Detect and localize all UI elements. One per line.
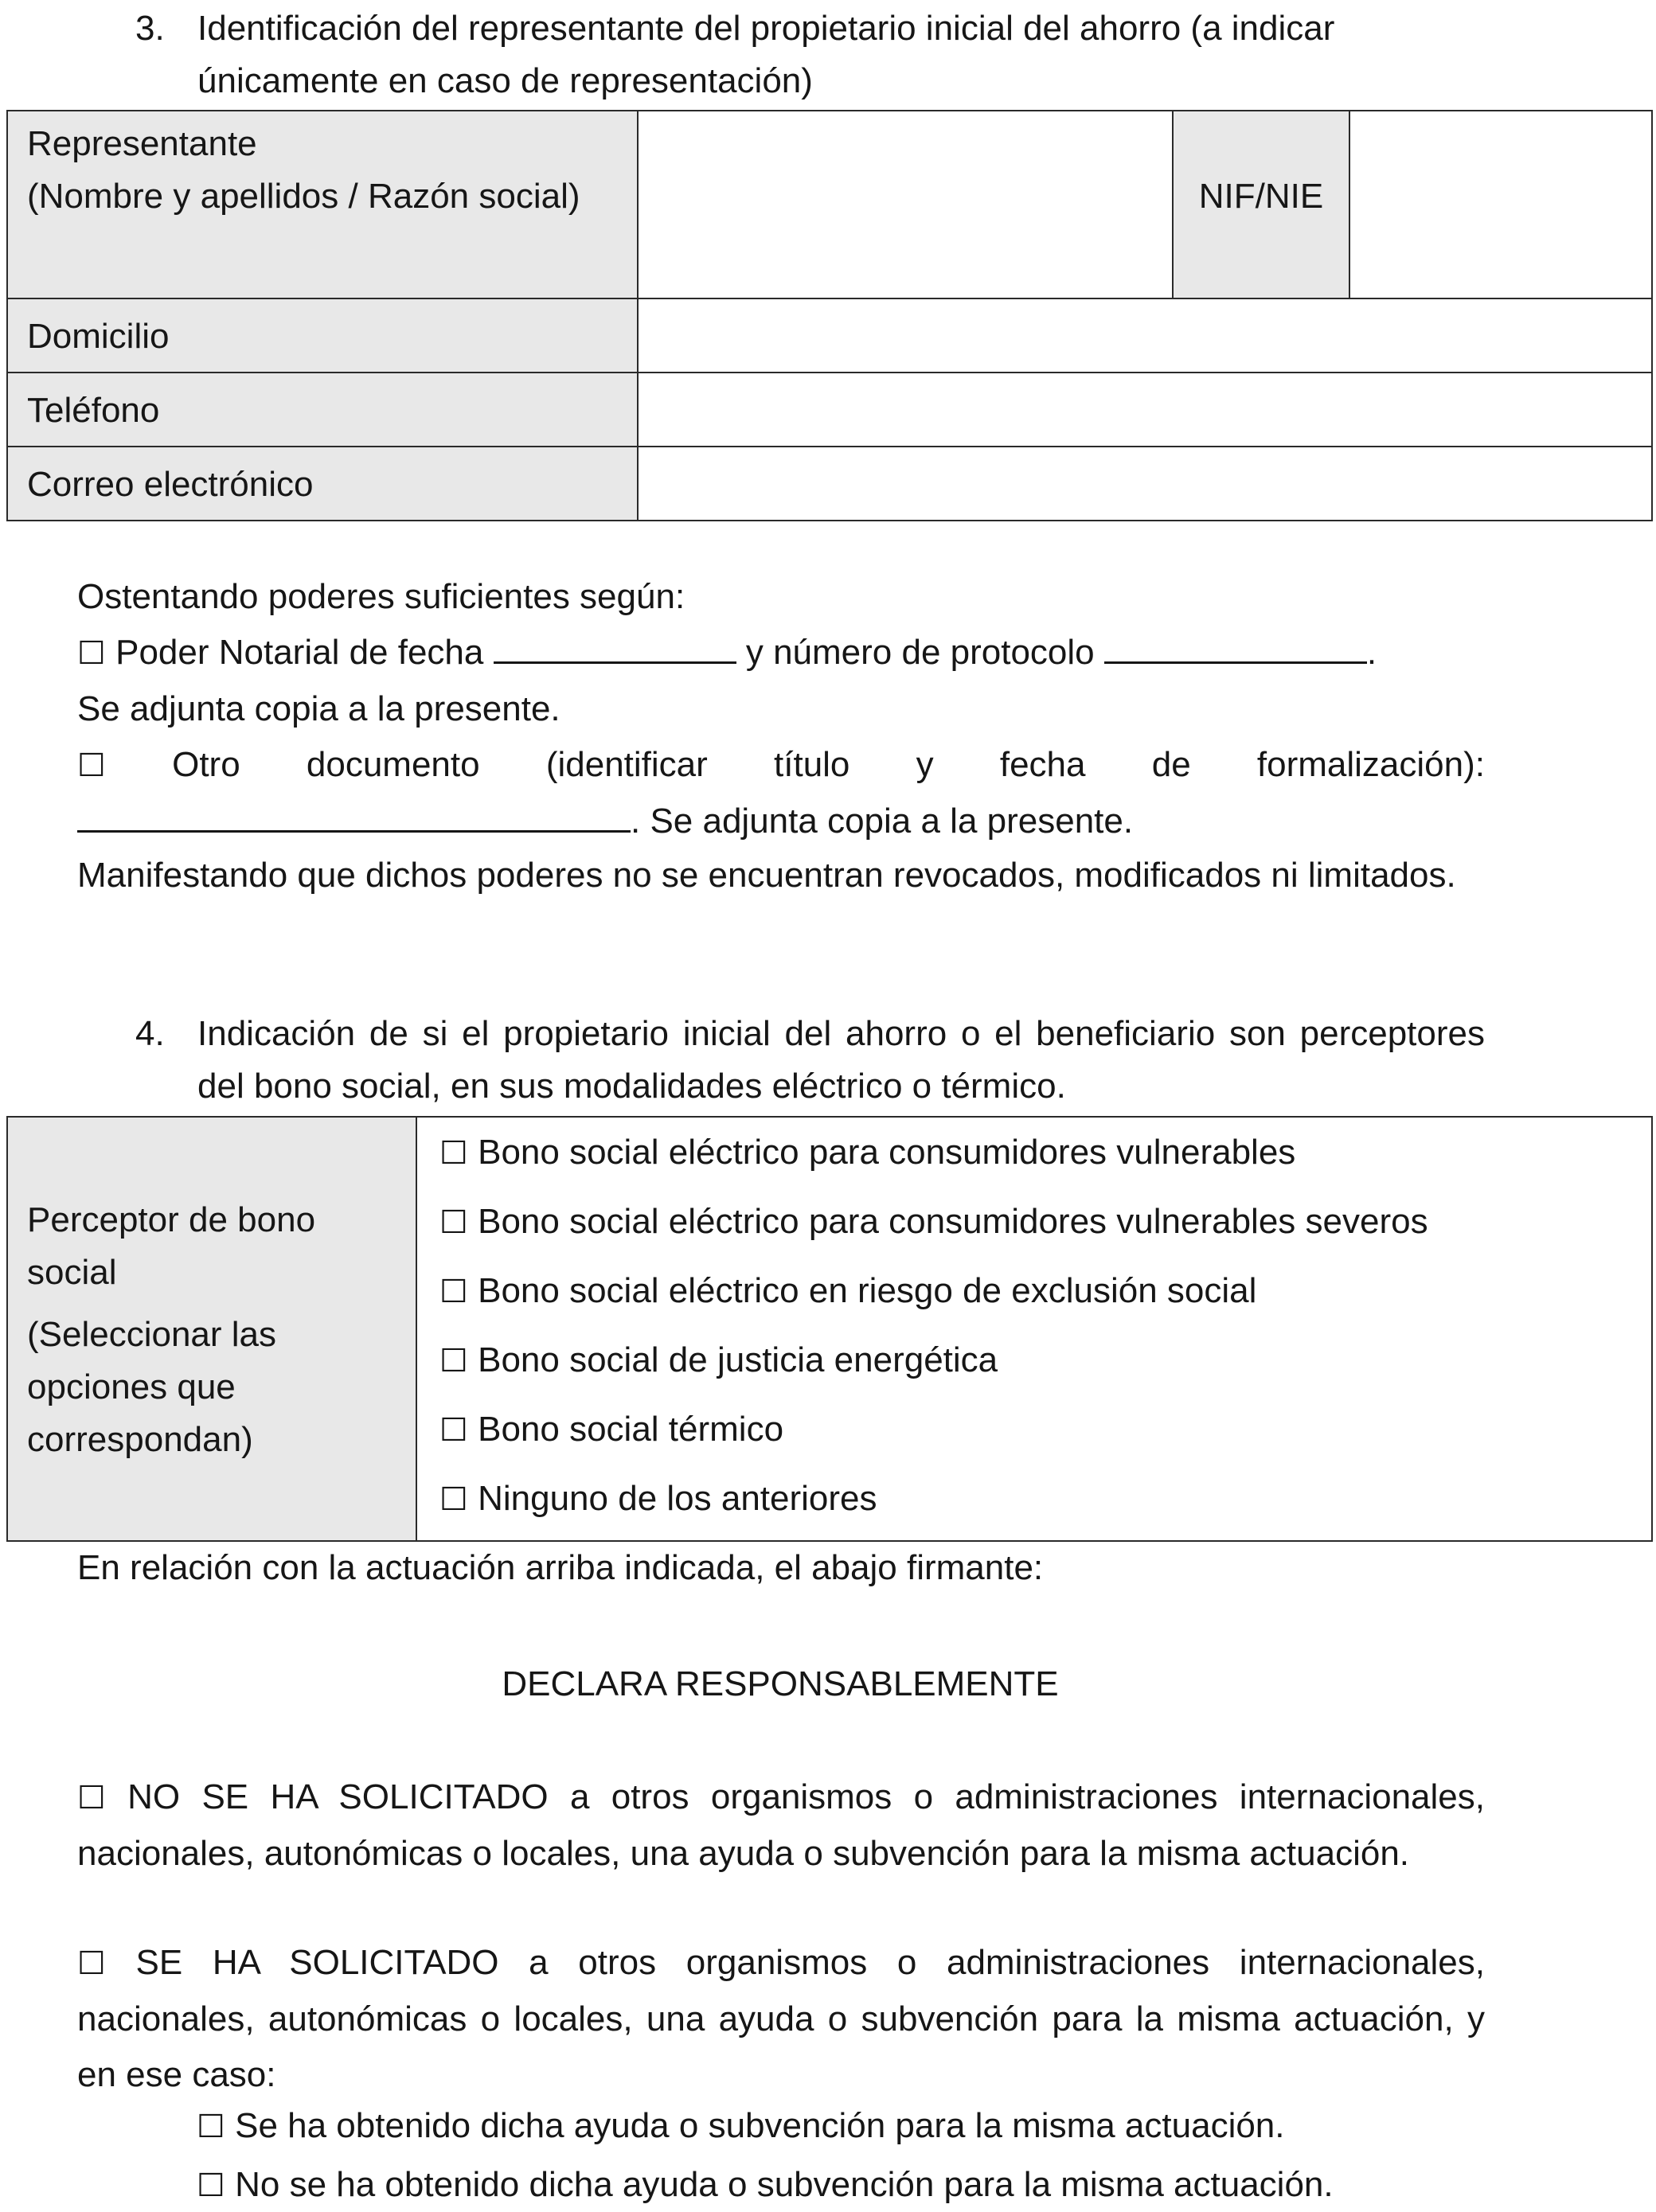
checkbox-icon[interactable]: ☐ bbox=[439, 1135, 468, 1172]
otro-documento-text: Otro documento (identificar título y fecha de formalización): bbox=[172, 745, 1485, 784]
poder-period: . bbox=[1366, 633, 1377, 672]
si-solicitado-paragraph bbox=[77, 1935, 1485, 2103]
bono-option[interactable]: ☐ Ninguno de los anteriores bbox=[439, 1479, 877, 1518]
no-solicitado-checkbox[interactable]: ☐ bbox=[77, 1780, 106, 1816]
section-title: Indicación de si el propietario inicial del ahorro o el beneficiario son perceptores del bono social, en sus modalidades eléctrico o térmico. bbox=[197, 1014, 1485, 1106]
domicilio-label: Domicilio bbox=[27, 316, 170, 356]
telefono-label-cell bbox=[7, 373, 638, 447]
telefono-input[interactable] bbox=[638, 373, 1652, 447]
poder-protocolo-text: y número de protocolo bbox=[745, 633, 1095, 672]
no-obtenido-text: No se ha obtenido dicha ayuda o subvención para la misma actuación. bbox=[235, 2165, 1334, 2204]
bono-social-table bbox=[6, 1116, 1653, 1542]
declaration-intro: En relación con la actuación arriba indicada, el abajo firmante: bbox=[77, 1548, 1044, 1587]
representante-input[interactable] bbox=[638, 111, 1173, 298]
manifest-text: Manifestando que dichos poderes no se encuentran revocados, modificados ni limitados. bbox=[77, 856, 1456, 895]
perceptor-label-cell bbox=[7, 1117, 416, 1541]
powers-block bbox=[77, 569, 1485, 902]
representante-sublabel: (Nombre y apellidos / Razón social) bbox=[27, 177, 580, 216]
obtenido-text: Se ha obtenido dicha ayuda o subvención para la misma actuación. bbox=[235, 2106, 1285, 2145]
checkbox-icon[interactable]: ☐ bbox=[439, 1274, 468, 1310]
poder-notarial-line bbox=[77, 625, 1485, 681]
checkbox-icon[interactable]: ☐ bbox=[439, 1481, 468, 1518]
otro-documento-line bbox=[77, 737, 1485, 794]
nif-label: NIF/NIE bbox=[1198, 177, 1324, 216]
perceptor-sublabel: (Seleccionar las opciones que correspondan) bbox=[27, 1314, 277, 1459]
poder-notarial-text: Poder Notarial de fecha bbox=[115, 633, 484, 672]
declaration-heading: DECLARA RESPONSABLEMENTE bbox=[502, 1664, 1059, 1703]
otro-attach-line bbox=[77, 794, 1485, 849]
nif-label-cell bbox=[1173, 111, 1349, 298]
section-4-heading bbox=[135, 1008, 1485, 1113]
section-number: 4. bbox=[135, 1014, 165, 1053]
telefono-label: Teléfono bbox=[27, 390, 160, 430]
otro-documento-checkbox[interactable]: ☐ bbox=[77, 747, 106, 784]
poder-attach-text: Se adjunta copia a la presente. bbox=[77, 689, 560, 728]
representante-label-cell bbox=[7, 111, 638, 298]
nif-input[interactable] bbox=[1349, 111, 1652, 298]
obtenido-option[interactable] bbox=[197, 2098, 1285, 2155]
domicilio-input[interactable] bbox=[638, 298, 1652, 373]
perceptor-label: Perceptor de bono social bbox=[27, 1200, 316, 1292]
representante-label: Representante bbox=[27, 124, 257, 163]
checkbox-icon[interactable]: ☐ bbox=[439, 1412, 468, 1449]
no-solicitado-lead: NO SE HA SOLICITADO bbox=[127, 1777, 549, 1816]
section-number: 3. bbox=[135, 9, 165, 48]
powers-intro: Ostentando poderes suficientes según: bbox=[77, 577, 685, 616]
si-solicitado-lead: SE HA SOLICITADO bbox=[135, 1943, 499, 1982]
checkbox-icon[interactable]: ☐ bbox=[439, 1204, 468, 1241]
no-obtenido-option[interactable] bbox=[197, 2159, 1334, 2212]
bono-options-cell bbox=[416, 1117, 1652, 1541]
obtenido-checkbox[interactable]: ☐ bbox=[197, 2109, 225, 2145]
bono-option[interactable]: ☐ Bono social eléctrico para consumidores vulnerables bbox=[439, 1133, 1296, 1172]
checkbox-icon[interactable]: ☐ bbox=[439, 1343, 468, 1379]
poder-protocolo-field[interactable] bbox=[1104, 633, 1367, 664]
si-solicitado-rest: a otros organismos o administraciones internacionales, nacionales, autonómicas o locales, una ayuda o subvención para la misma actuación, y en ese caso: bbox=[77, 1943, 1485, 2094]
section-3-heading bbox=[135, 2, 1485, 107]
representative-table bbox=[6, 110, 1653, 521]
correo-input[interactable] bbox=[638, 447, 1652, 521]
otro-documento-field[interactable] bbox=[77, 802, 631, 833]
bono-option[interactable]: ☐ Bono social de justicia energética bbox=[439, 1340, 998, 1379]
domicilio-label-cell bbox=[7, 298, 638, 373]
bono-option[interactable]: ☐ Bono social térmico bbox=[439, 1410, 784, 1449]
correo-label-cell bbox=[7, 447, 638, 521]
no-solicitado-rest: a otros organismos o administraciones internacionales, nacionales, autonómicas o locales, una ayuda o subvención para la misma actuación. bbox=[77, 1777, 1485, 1873]
correo-label: Correo electrónico bbox=[27, 464, 314, 504]
bono-option[interactable]: ☐ Bono social eléctrico para consumidores vulnerables severos bbox=[439, 1202, 1428, 1241]
section-title: Identificación del representante del propietario inicial del ahorro (a indicar únicamente en caso de representación) bbox=[197, 9, 1335, 100]
otro-attach-text: . Se adjunta copia a la presente. bbox=[631, 802, 1134, 841]
poder-notarial-checkbox[interactable]: ☐ bbox=[77, 635, 106, 672]
bono-option[interactable]: ☐ Bono social eléctrico en riesgo de exclusión social bbox=[439, 1271, 1257, 1310]
poder-fecha-field[interactable] bbox=[494, 633, 736, 664]
no-obtenido-checkbox[interactable]: ☐ bbox=[197, 2167, 225, 2204]
no-solicitado-paragraph bbox=[77, 1769, 1485, 1882]
si-solicitado-checkbox[interactable]: ☐ bbox=[77, 1945, 106, 1982]
